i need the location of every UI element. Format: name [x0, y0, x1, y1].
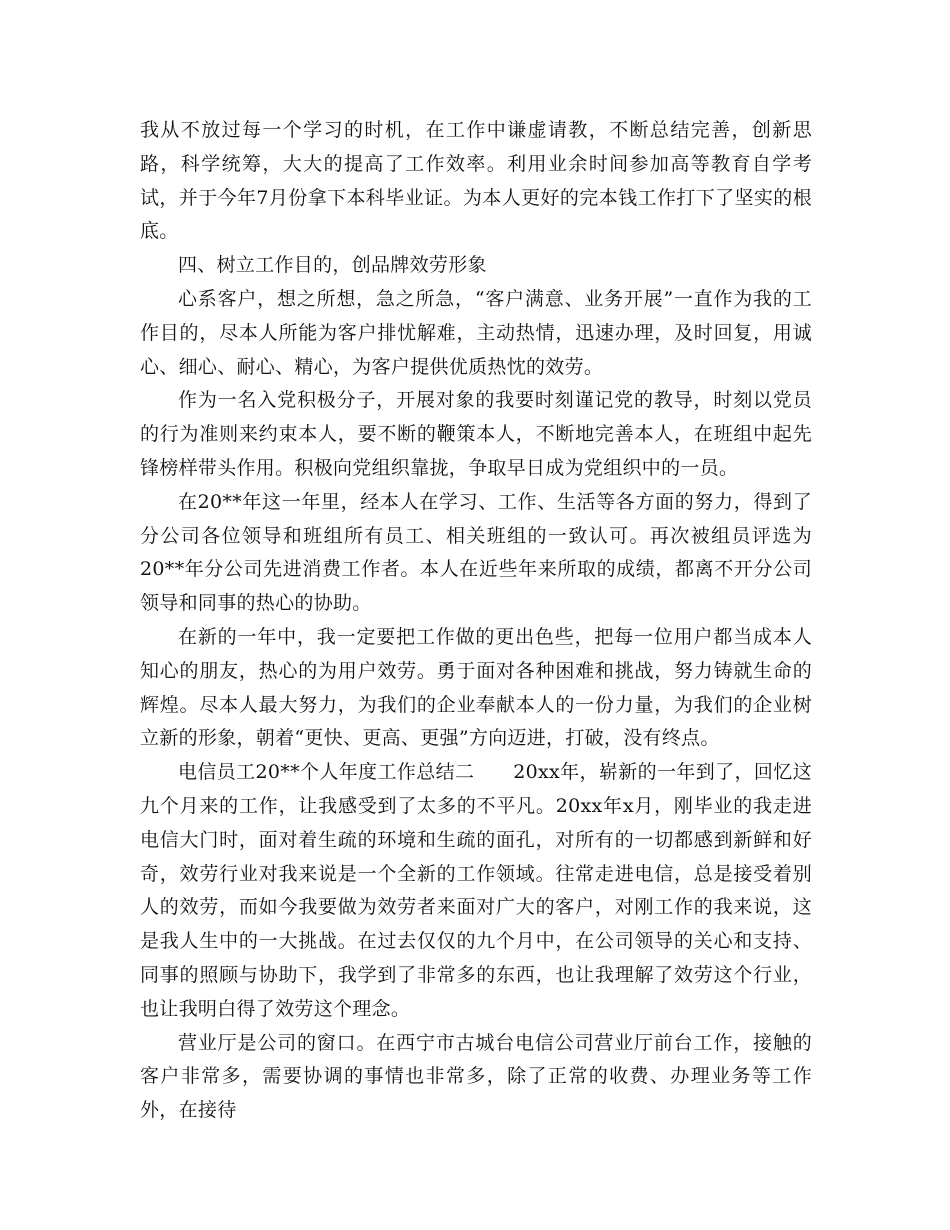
paragraph-customer: 心系客户，想之所想，急之所急，“客户满意、业务开展”一直作为我的工作目的，尽本人所能为客户排忧解难，主动热情，迅速办理，及时回复，用诚心、细心、耐心、精心，为客户提供优质热忱的效劳。	[140, 287, 812, 378]
paragraph-party: 作为一名入党积极分子，开展对象的我要时刻谨记党的教导，时刻以党员的行为准则来约束本人，要不断的鞭策本人，不断地完善本人，在班组中起先锋榜样带头作用。积极向党组织靠拢，争取早日成为党组织中的一员。	[140, 389, 812, 479]
section-heading-four: 四、树立工作目的，创品牌效劳形象	[178, 254, 487, 277]
paragraph-summary-two: 电信员工20**个人年度工作总结二 20xx年，崭新的一年到了，回忆这九个月来的工作，让我感受到了太多的不平凡。20xx年x月，刚毕业的我走进电信大门时，面对着生疏的环境和生疏的面孔，对所有的一切都感到新鲜和好奇，效劳行业对我来说是一个全新的工作领域。往常走进电信，总是接受着别人的效劳，而如今我要做为效劳者来面对广大的客户，对刚工作的我来说，这是我人生中的一大挑战。在过去仅仅的九个月中，在公司领导的关心和支持、同事的照顾与协助下，我学到了非常多的东西，也让我理解了效劳这个行业，也让我明白得了效劳这个理念。	[140, 761, 812, 1020]
document-page	[140, 114, 812, 1128]
paragraph-new-year: 在新的一年中，我一定要把工作做的更出色些，把每一位用户都当成本人知心的朋友，热心的为用户效劳。勇于面对各种困难和挑战，努力铸就生命的辉煌。尽本人最大努力，为我们的企业奉献本人的一份力量，为我们的企业树立新的形象，朝着“更快、更高、更强”方向迈进，打破，没有终点。	[140, 625, 812, 750]
paragraph-study: 我从不放过每一个学习的时机，在工作中谦虚请教，不断总结完善，创新思路，科学统筹，大大的提高了工作效率。利用业余时间参加高等教育自学考试，并于今年7月份拿下本科毕业证。为本人更好的完本钱工作打下了坚实的根底。	[140, 119, 812, 243]
paragraph-business-hall: 营业厅是公司的窗口。在西宁市古城台电信公司营业厅前台工作，接触的客户非常多，需要协调的事情也非常多，除了正常的收费、办理业务等工作外，在接待	[140, 1031, 812, 1122]
paragraph-achievements: 在20**年这一年里，经本人在学习、工作、生活等各方面的努力，得到了分公司各位领导和班组所有员工、相关班组的一致认可。再次被组员评选为20**年分公司先进消费工作者。本人在近些年来所取的成绩，都离不开分公司领导和同事的热心的协助。	[140, 490, 812, 615]
